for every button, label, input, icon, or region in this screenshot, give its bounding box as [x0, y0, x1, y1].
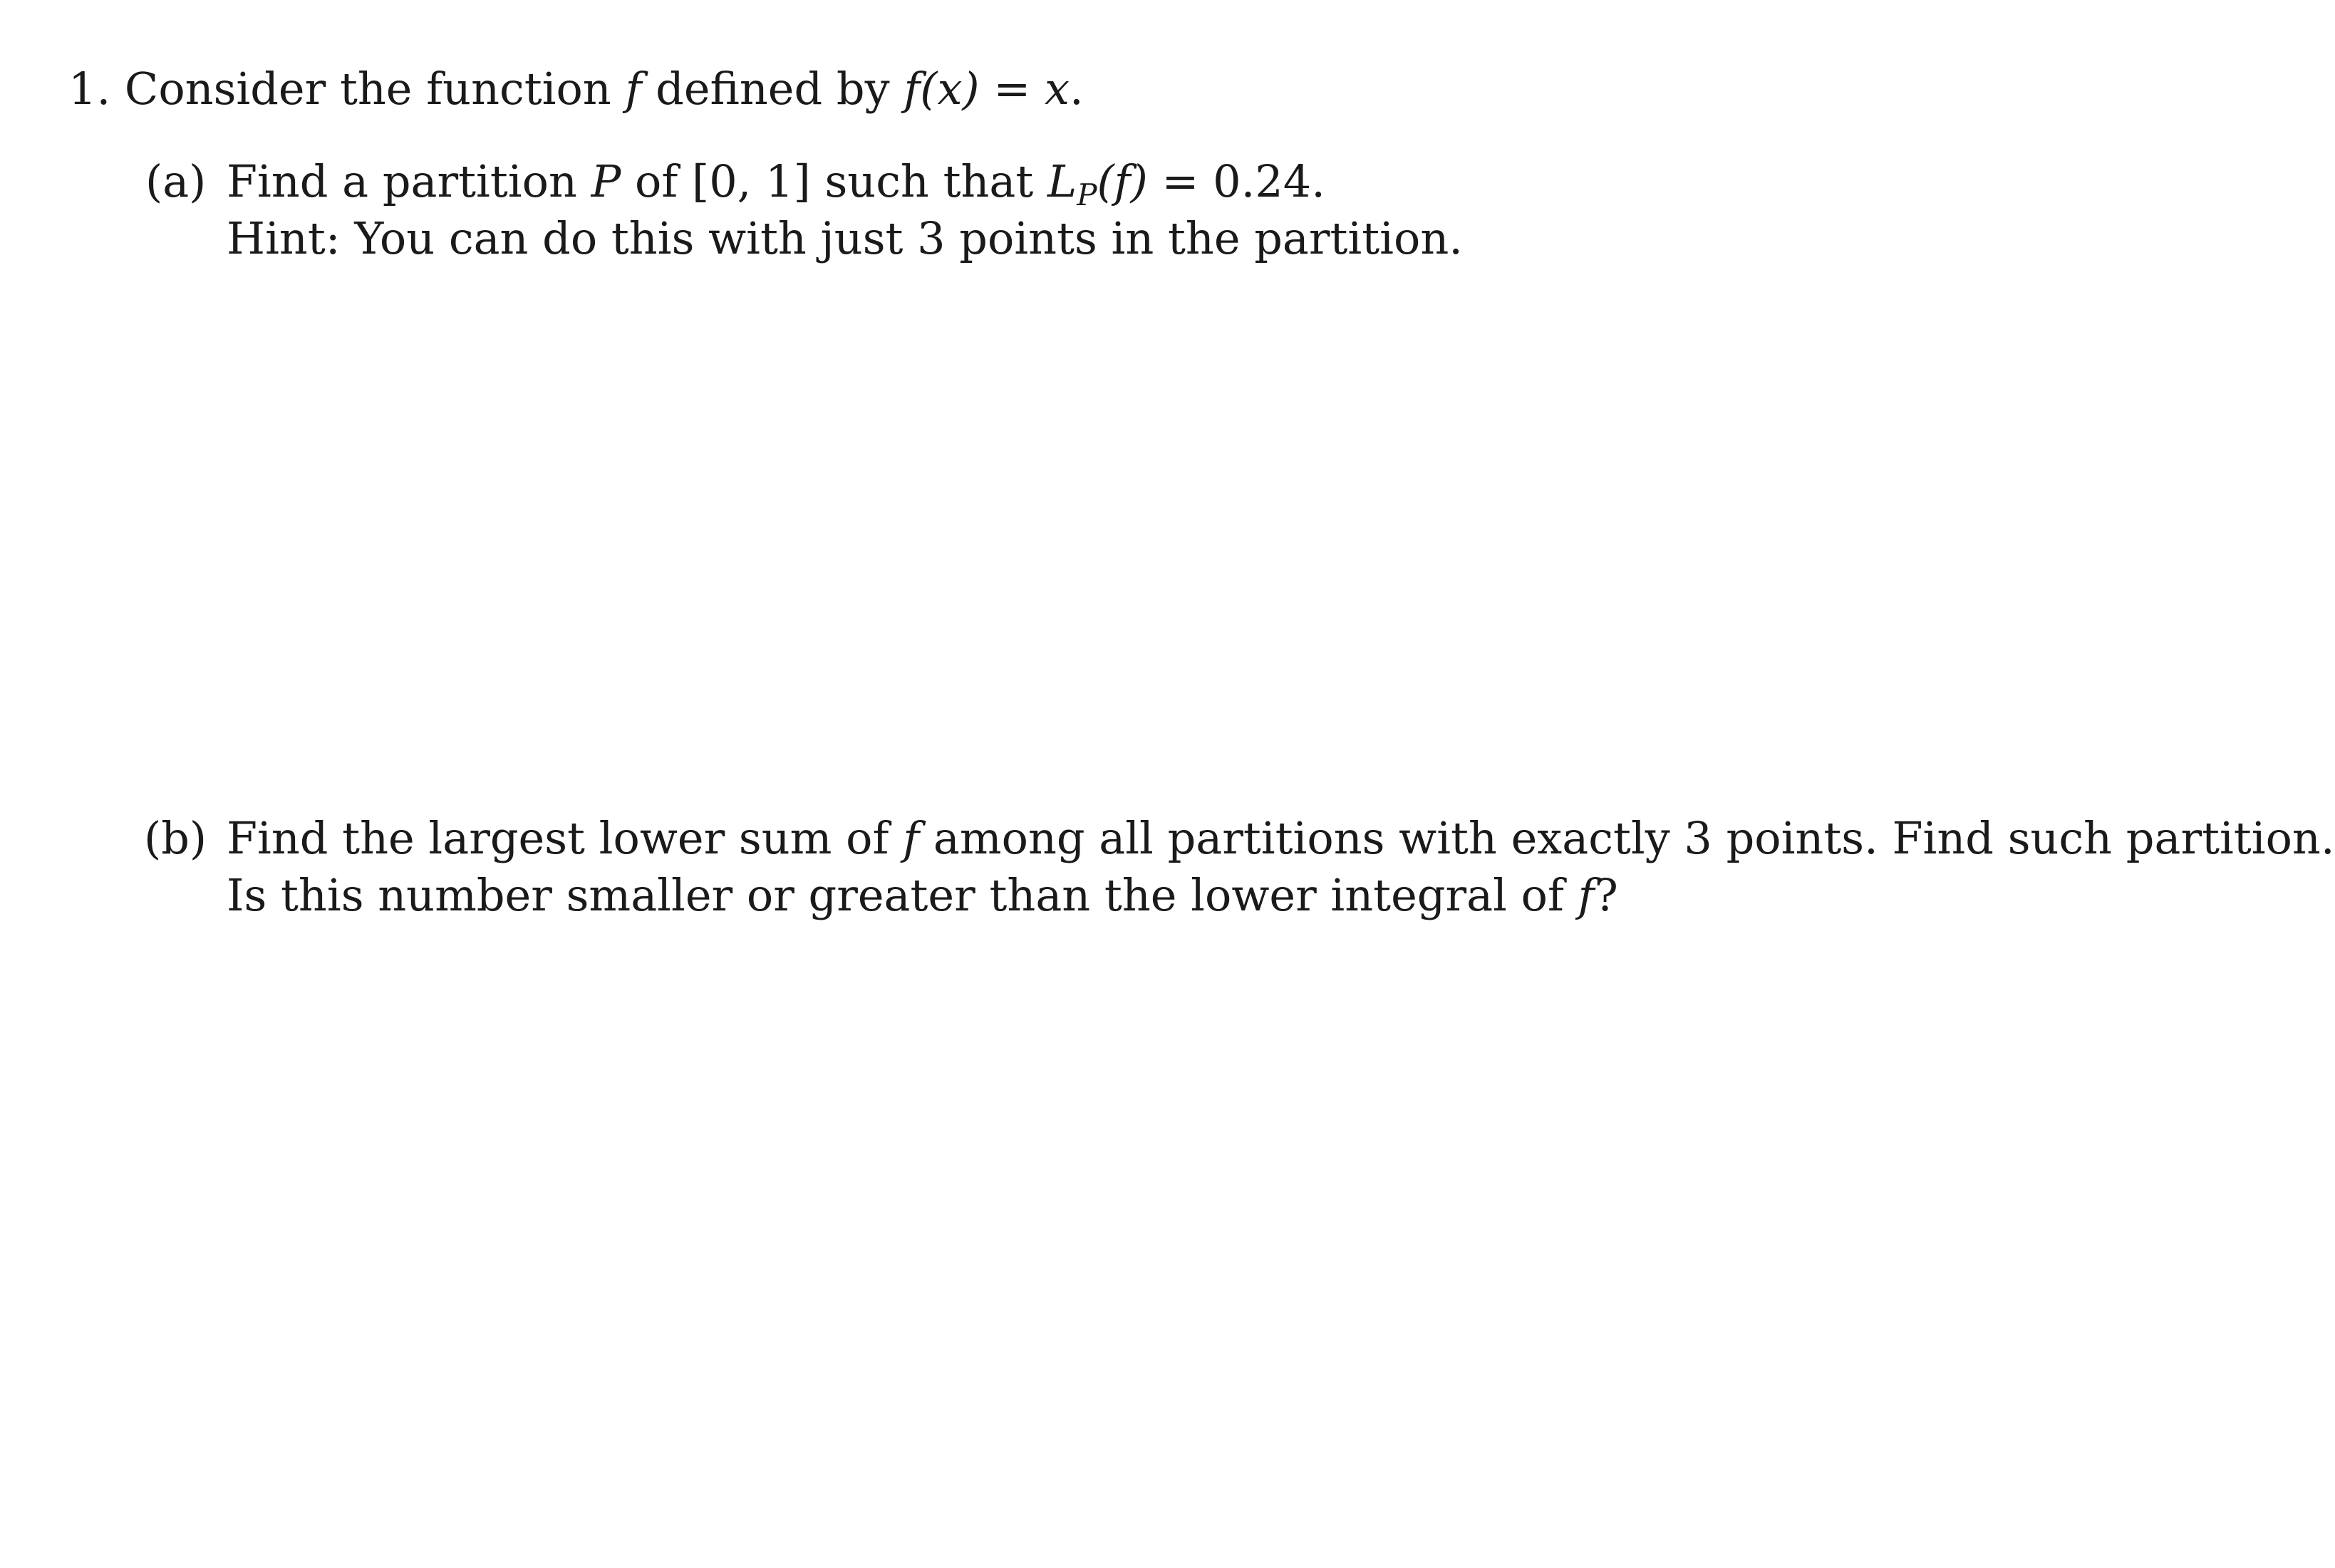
question-intro-end: .	[1069, 63, 1084, 115]
question-number: 1.	[68, 63, 111, 115]
part-a-label: (a)	[145, 155, 207, 207]
function-formula-eq: =	[979, 63, 1045, 115]
part-b-function-variable: f	[903, 812, 920, 864]
part-b-text-1: Find the largest lower sum of	[227, 812, 889, 864]
question-intro-text: Consider the function	[124, 63, 611, 115]
question-1-statement	[68, 63, 1084, 115]
part-b-line2-variable: f	[1578, 869, 1595, 921]
part-a-text-3: such that	[824, 155, 1034, 207]
partition-variable: P	[591, 155, 621, 207]
function-formula-rhs: x	[1044, 63, 1070, 115]
question-intro-text-2: defined by	[656, 63, 890, 115]
part-a-statement	[227, 155, 1325, 212]
interval: [0, 1]	[692, 155, 811, 207]
part-b-line2-text: Is this number smaller or greater than the lower integral of	[227, 869, 1564, 921]
function-variable: f	[625, 63, 642, 115]
lower-sum-subscript: P	[1077, 177, 1097, 212]
lower-sum-value: = 0.24.	[1147, 155, 1325, 207]
part-b-text-2: among all partitions with exactly 3 points. Find such partition.	[933, 812, 2335, 864]
lower-sum-symbol: L	[1047, 155, 1077, 207]
lower-sum-argument: (f)	[1097, 155, 1148, 207]
part-b-line2-end: ?	[1594, 869, 1618, 921]
part-b-statement-line-2	[227, 869, 1618, 921]
part-a-text-2: of	[635, 155, 678, 207]
function-formula-lhs: f(x)	[904, 63, 980, 115]
part-b-statement	[227, 812, 2335, 864]
part-a-hint: Hint: You can do this with just 3 points in the partition.	[227, 212, 1463, 264]
part-a-text-1: Find a partition	[227, 155, 577, 207]
part-b-label: (b)	[144, 812, 207, 864]
